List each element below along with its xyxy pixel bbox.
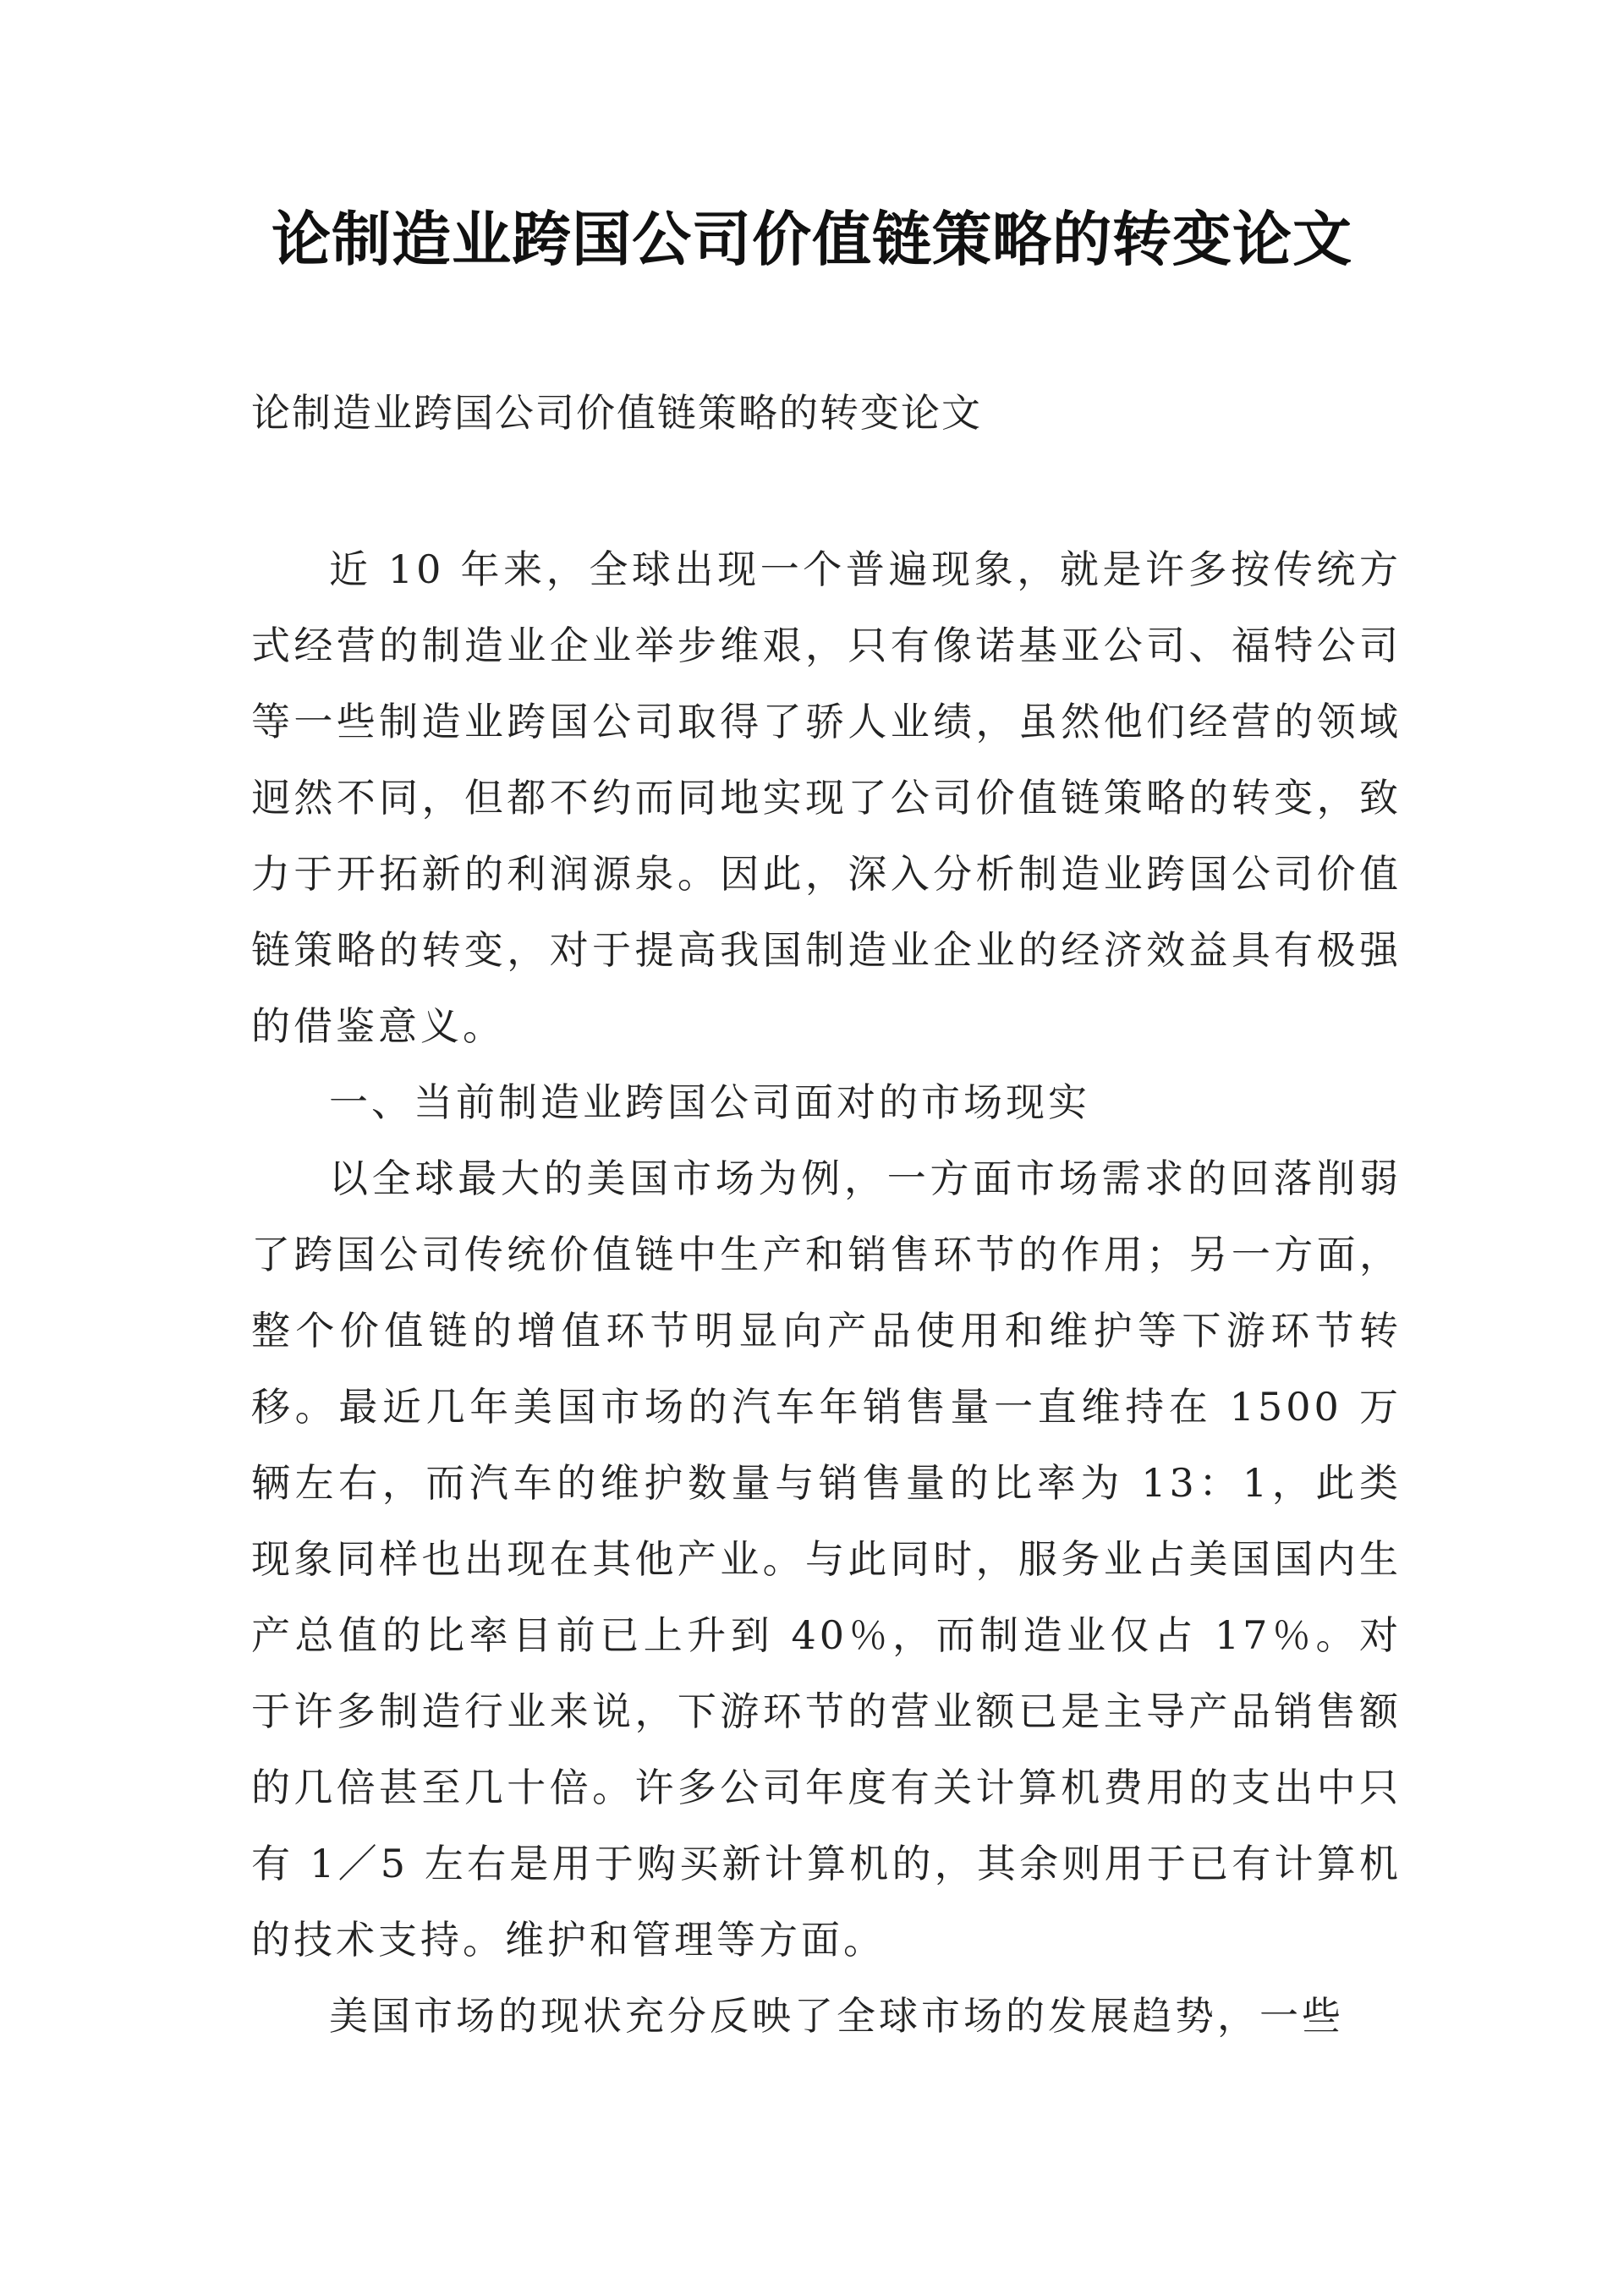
paragraph-market: 以全球最大的美国市场为例，一方面市场需求的回落削弱了跨国公司传统价值链中生产和销售环节的作用；另一方面，整个价值链的增值环节明显向产品使用和维护等下游环节转移。最近几年美国市场的汽车年销售量一直维持在 1500 万辆左右，而汽车的维护数量与销售量的比率为 13：1，此类现象同样也出现在其他产业。与此同时，服务业占美国国内生产总值的比率目前已上升到 40％，而制造业仅占 17％。对于许多制造行业来说，下游环节的营业额已是主导产品销售额的几倍甚至几十倍。许多公司年度有关计算机费用的支出中只有 1／5 左右是用于购买新计算机的，其余则用于已有计算机的技术支持。维护和管理等方面。: [251, 1156, 1402, 1963]
document-title: 论制造业跨国公司价值链策略的转变论文: [272, 205, 1352, 274]
paragraph-intro: 近 10 年来，全球出现一个普遍现象，就是许多按传统方式经营的制造业企业举步维艰，只有像诺基亚公司、福特公司等一些制造业跨国公司取得了骄人业绩，虽然他们经营的领域迥然不同，但都不约而同地实现了公司价值链策略的转变，致力于开拓新的利润源泉。因此，深入分析制造业跨国公司价值链策略的转变，对于提高我国制造业企业的经济效益具有极强的借鉴意义。: [251, 546, 1402, 1049]
section-heading: 一、当前制造业跨国公司面对的市场现实: [329, 1079, 1090, 1125]
document-body: [251, 531, 1402, 2054]
document-subtitle: 论制造业跨国公司价值链策略的转变论文: [251, 390, 982, 436]
paragraph-trend: 美国市场的现状充分反映了全球市场的发展趋势，一些: [329, 1993, 1344, 2039]
